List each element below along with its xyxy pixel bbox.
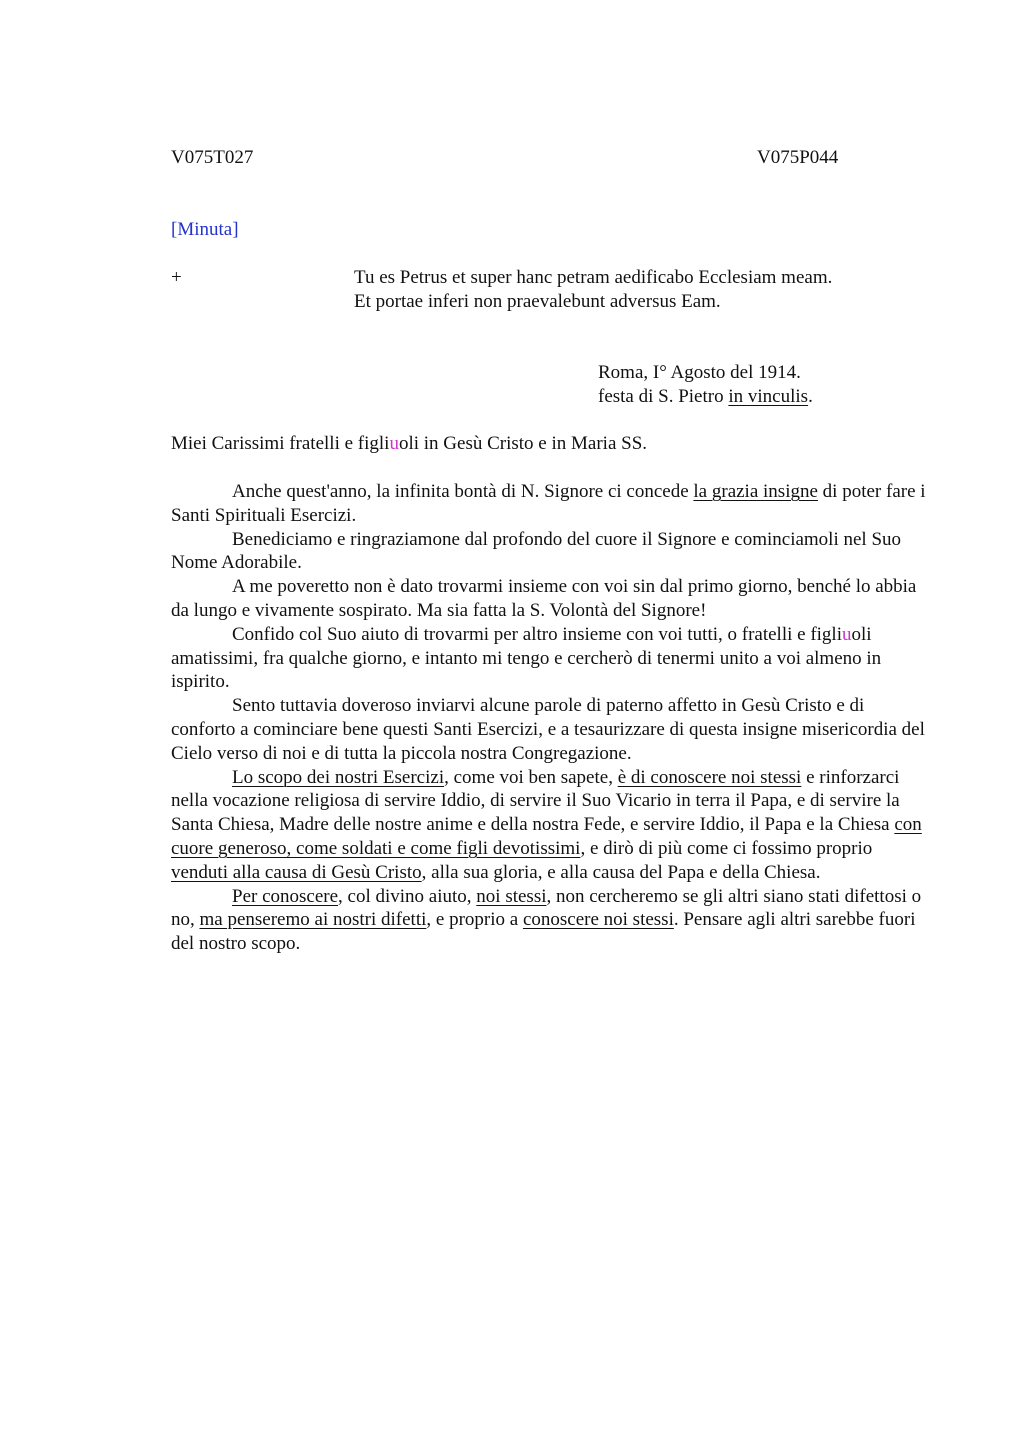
salutation	[171, 432, 647, 456]
p7-text-d: . Pensare agli altri sarebbe fuori del nostro scopo.	[171, 909, 916, 955]
paragraph-3: A me poveretto non è dato trovarmi insieme con voi sin dal primo giorno, benché lo abbia da lungo e vivamente sospirato. Ma sia fatta la S. Volontà del Signore!	[171, 576, 917, 621]
dateline-feast-underlined: in vinculis	[728, 386, 809, 407]
p7-underlined-2: noi stessi	[476, 885, 547, 907]
paragraph-4	[171, 623, 931, 694]
p7-underlined-4: conoscere noi stessi	[522, 909, 674, 931]
p7-underlined-3: ma penseremo ai nostri difetti	[199, 909, 427, 931]
salutation-insertion: u	[389, 433, 399, 454]
epigraph-line-2: Et portae inferi non praevalebunt adversus Eam.	[354, 291, 721, 312]
paragraph-2: Benediciamo e ringraziamone dal profondo del cuore il Signore e cominciamoli nel Suo Nome Adorabile.	[171, 528, 902, 574]
p4-text-c: oli amatissimi, fra qualche giorno, e intanto mi tengo e cercherò di tenermi unito a voi almeno in ispirito.	[171, 623, 882, 693]
dateline-feast	[598, 385, 813, 409]
p6-text-b: e rinforzarci nella vocazione religiosa di servire Iddio, di servire il Suo Vicario in terra il Papa, e di servire la Santa Chiesa, Madre delle nostre anime e della nostra Fede, e servire Iddio, il Papa e la Chiesa	[171, 766, 900, 836]
minuta-label: [Minuta]	[171, 219, 239, 240]
salutation-part-c: oli in Gesù Cristo e in Maria SS.	[398, 433, 648, 454]
letter-body	[171, 480, 931, 956]
salutation-part-a: Miei Carissimi fratelli e figli	[171, 433, 390, 454]
p6-text-d: , alla sua gloria, e alla causa del Papa e della Chiesa.	[421, 861, 821, 883]
dateline-feast-text: festa di S. Pietro	[598, 386, 729, 407]
paragraph-5: Sento tuttavia doveroso inviarvi alcune parole di paterno affetto in Gesù Cristo e di conforto a cominciare bene questi Santi Esercizi, e a tesaurizzare di questa insigne misericordia del Cielo verso di noi e di tutta la piccola nostra Congregazione.	[171, 695, 925, 764]
p7-text-b: , non cercheremo se gli altri siano stati difettosi o no,	[171, 885, 922, 931]
p1-text-b: di poter fare i Santi Spirituali Esercizi.	[171, 481, 926, 526]
p4-text-a: Confido col Suo aiuto di trovarmi per altro insieme con voi tutti, o fratelli e figli	[232, 623, 842, 645]
p1-text-a: Anche quest'anno, la infinita bontà di N. Signore ci concede	[232, 481, 694, 502]
p7-text-c: , e proprio a	[426, 909, 523, 931]
p6-underlined-2: è di conoscere noi stessi	[617, 766, 802, 788]
p4-insertion: u	[842, 623, 852, 645]
p7-underlined-1: Per conoscere	[232, 885, 339, 907]
p1-underlined-1: la grazia insigne	[693, 481, 818, 502]
p6-text-c: , e dirò di più come ci fossimo proprio	[580, 837, 873, 859]
p6-underlined-3: con cuore generoso, come soldati e come figli devotissimi	[171, 814, 922, 859]
dateline-place-date: Roma, I° Agosto del 1914.	[598, 362, 801, 383]
paragraph-7	[171, 885, 931, 956]
paragraph-1	[171, 480, 931, 528]
p6-text-a: , come voi ben sapete,	[444, 766, 618, 788]
paragraph-6	[171, 766, 931, 885]
epigraph-line-1: Tu es Petrus et super hanc petram aedificabo Ecclesiam meam.	[354, 267, 833, 288]
cross-mark: +	[171, 267, 182, 288]
document-code-left: V075T027	[171, 147, 254, 168]
p6-underlined-4: venduti alla causa di Gesù Cristo	[171, 861, 422, 883]
dateline-feast-end: .	[808, 386, 813, 407]
p7-text-a: , col divino aiuto,	[338, 885, 477, 907]
p6-underlined-1: Lo scopo dei nostri Esercizi	[232, 766, 445, 788]
document-code-right: V075P044	[757, 147, 839, 168]
